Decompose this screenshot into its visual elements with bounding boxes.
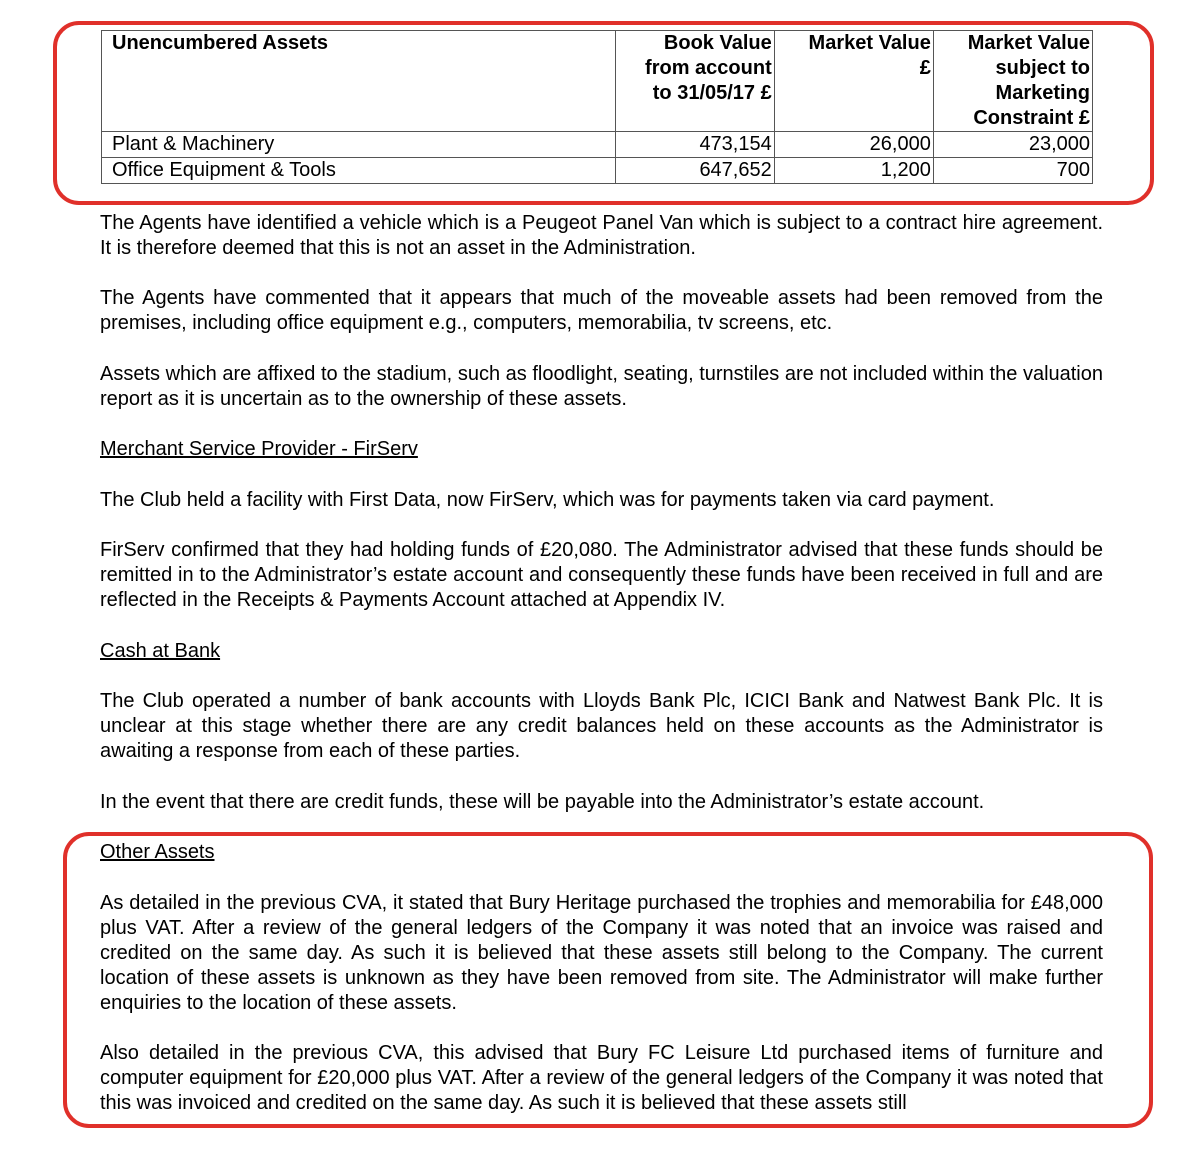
paragraph-bank-accounts: The Club operated a number of bank accounts with Lloyds Bank Plc, ICICI Bank and Natwest Bank Plc. It is unclear at this stage whether there are any credit balances held on these accounts as the Administrator is awaiting a response from each of these parties. <box>100 690 1103 762</box>
paragraph-firserv-funds: FirServ confirmed that they had holding funds of £20,080. The Administrator advised that these funds should be remitted in to the Administrator’s estate account and consequently these funds have been received in full and are reflected in the Receipts & Payments Account attached at Appendix IV. <box>100 539 1103 611</box>
asset-name: Plant & Machinery <box>102 132 616 158</box>
header-market-value: Market Value £ <box>774 31 933 132</box>
red-highlight-table <box>53 21 1154 205</box>
heading-merchant-service-provider: Merchant Service Provider - FirServ <box>100 438 418 460</box>
red-highlight-other-assets <box>63 832 1153 1128</box>
header-unencumbered-assets: Unencumbered Assets <box>102 31 616 132</box>
market-value: 26,000 <box>774 132 933 158</box>
paragraph-bury-heritage: As detailed in the previous CVA, it stated that Bury Heritage purchased the trophies and memorabilia for £48,000 plus VAT. After a review of the general ledgers of the Company it was noted that an invoice was raised and credited on the same day. As such it is believed that these assets still belong to the Company. The current location of these assets is unknown as they have been removed from site. The Administrator will make further enquiries to the location of these assets. <box>100 892 1103 1014</box>
header-market-value-constraint: Market Value subject to Marketing Constraint £ <box>933 31 1092 132</box>
header-book-value: Book Value from account to 31/05/17 £ <box>615 31 774 132</box>
market-value: 1,200 <box>774 158 933 184</box>
book-value: 473,154 <box>615 132 774 158</box>
asset-name: Office Equipment & Tools <box>102 158 616 184</box>
paragraph-affixed-assets: Assets which are affixed to the stadium, such as floodlight, seating, turnstiles are not included within the valuation report as it is uncertain as to the ownership of these assets. <box>100 363 1103 410</box>
book-value: 647,652 <box>615 158 774 184</box>
paragraph-vehicle: The Agents have identified a vehicle which is a Peugeot Panel Van which is subject to a contract hire agreement. It is therefore deemed that this is not an asset in the Administration. <box>100 212 1103 259</box>
constraint-value: 23,000 <box>933 132 1092 158</box>
constraint-value: 700 <box>933 158 1092 184</box>
paragraph-credit-funds: In the event that there are credit funds, these will be payable into the Administrator’s estate account. <box>100 791 985 813</box>
heading-other-assets: Other Assets <box>100 841 215 863</box>
paragraph-removed-assets: The Agents have commented that it appears that much of the moveable assets had been removed from the premises, including office equipment e.g., computers, memorabilia, tv screens, etc. <box>100 287 1103 334</box>
paragraph-bury-fc-leisure: Also detailed in the previous CVA, this advised that Bury FC Leisure Ltd purchased items of furniture and computer equipment for £20,000 plus VAT. After a review of the general ledgers of the Company it was noted that this was invoiced and credited on the same day. As such it is believed that these assets still <box>100 1042 1103 1114</box>
paragraph-firserv-facility: The Club held a facility with First Data, now FirServ, which was for payments taken via card payment. <box>100 489 995 511</box>
heading-cash-at-bank: Cash at Bank <box>100 640 221 662</box>
